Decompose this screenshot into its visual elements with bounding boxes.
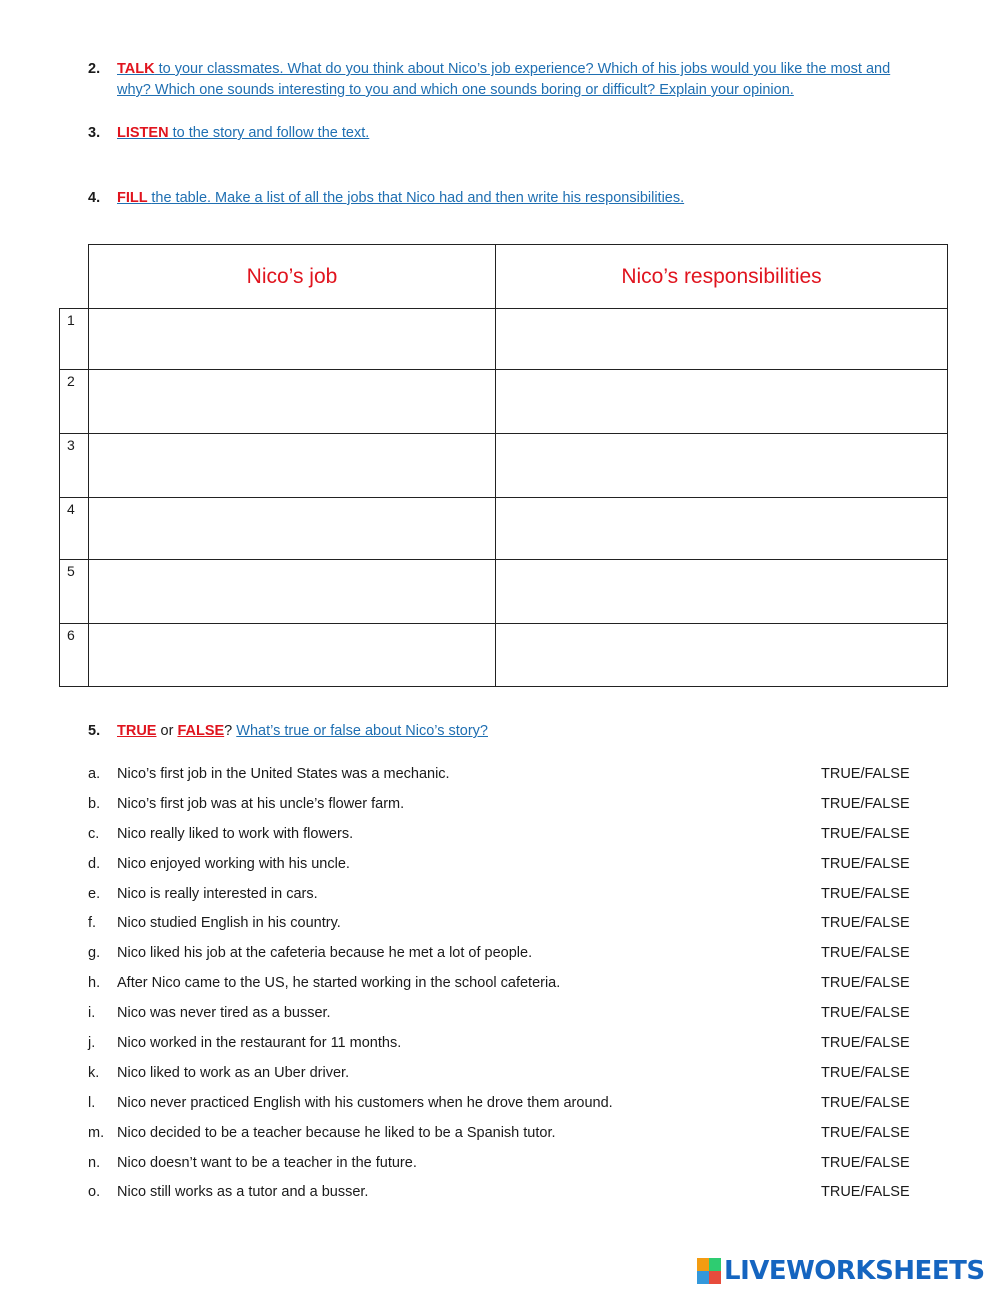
logo-text: LIVEWORKSHEETS — [724, 1256, 985, 1286]
item-statement: Nico worked in the restaurant for 11 months. — [117, 1035, 402, 1052]
keyword-true: TRUE — [117, 723, 157, 739]
question-number: 5. — [88, 723, 101, 739]
job-cell[interactable] — [89, 309, 496, 370]
row-number: 1 — [60, 309, 89, 370]
table-row — [60, 309, 948, 370]
list-item — [88, 913, 918, 943]
job-cell[interactable] — [89, 624, 496, 687]
question-3 — [88, 123, 918, 144]
list-item — [88, 1093, 918, 1123]
responsibility-cell[interactable] — [496, 624, 948, 687]
true-false-answer[interactable]: TRUE/FALSE — [821, 915, 910, 932]
list-item — [88, 764, 918, 794]
table-row — [60, 434, 948, 498]
item-letter: d. — [88, 855, 101, 872]
row-number: 5 — [60, 560, 89, 624]
list-item — [88, 1123, 918, 1153]
list-item — [88, 824, 918, 854]
true-false-answer[interactable]: TRUE/FALSE — [821, 885, 910, 902]
item-statement: Nico liked to work as an Uber driver. — [117, 1064, 350, 1081]
item-letter: f. — [88, 915, 97, 932]
responsibility-cell[interactable] — [496, 498, 948, 560]
item-letter: b. — [88, 795, 101, 812]
item-statement: Nico’s first job was at his uncle’s flower farm. — [117, 795, 405, 812]
true-false-answer[interactable]: TRUE/FALSE — [821, 1154, 910, 1171]
question-4 — [88, 188, 918, 209]
job-cell[interactable] — [89, 498, 496, 560]
table-row — [60, 560, 948, 624]
job-cell[interactable] — [89, 370, 496, 434]
list-item — [88, 1003, 918, 1033]
responsibility-cell[interactable] — [496, 434, 948, 498]
question-2 — [88, 59, 918, 101]
jobs-table — [59, 244, 948, 687]
question-mark: ? — [224, 723, 237, 739]
question-number: 4. — [88, 190, 101, 206]
responsibility-cell[interactable] — [496, 370, 948, 434]
true-false-list — [88, 764, 918, 1212]
true-false-answer[interactable]: TRUE/FALSE — [821, 795, 910, 812]
question-instruction: What’s true or false about Nico’s story? — [236, 723, 488, 739]
item-letter: i. — [88, 1005, 96, 1022]
list-item — [88, 943, 918, 973]
row-number: 2 — [60, 370, 89, 434]
item-statement: After Nico came to the US, he started working in the school cafeteria. — [117, 975, 561, 992]
true-false-answer[interactable]: TRUE/FALSE — [821, 825, 910, 842]
question-keyword: FILL — [117, 190, 152, 206]
true-false-answer[interactable]: TRUE/FALSE — [821, 1094, 910, 1111]
question-instruction: to your classmates. What do you think about Nico’s job experience? Which of his jobs would you like the most and why? Which one sounds interesting to you and which one sounds boring or difficult? Explain your opinion. — [117, 61, 891, 98]
item-statement: Nico still works as a tutor and a busser. — [117, 1184, 369, 1201]
table-row — [60, 370, 948, 434]
item-statement: Nico liked his job at the cafeteria because he met a lot of people. — [117, 945, 533, 962]
item-letter: j. — [88, 1035, 96, 1052]
table-corner — [60, 245, 89, 309]
item-letter: n. — [88, 1154, 101, 1171]
row-number: 4 — [60, 498, 89, 560]
true-false-answer[interactable]: TRUE/FALSE — [821, 945, 910, 962]
true-false-answer[interactable]: TRUE/FALSE — [821, 766, 910, 782]
table-row — [60, 624, 948, 687]
header-nicos-responsibilities: Nico’s responsibilities — [496, 245, 948, 309]
item-statement: Nico doesn’t want to be a teacher in the future. — [117, 1154, 417, 1171]
question-5 — [88, 721, 918, 742]
item-statement: Nico decided to be a teacher because he liked to be a Spanish tutor. — [117, 1124, 556, 1141]
item-statement: Nico really liked to work with flowers. — [117, 825, 354, 842]
list-item — [88, 854, 918, 884]
question-text — [117, 188, 918, 209]
list-item — [88, 1063, 918, 1093]
question-keyword: TALK — [117, 61, 155, 77]
item-letter: m. — [88, 1124, 105, 1141]
question-text — [117, 123, 918, 144]
question-number: 3. — [88, 125, 101, 141]
list-item — [88, 884, 918, 914]
job-cell[interactable] — [89, 434, 496, 498]
question-text — [117, 59, 918, 101]
item-letter: o. — [88, 1184, 101, 1201]
item-letter: c. — [88, 825, 100, 842]
job-cell[interactable] — [89, 560, 496, 624]
table-header-row — [60, 245, 948, 309]
keyword-false: FALSE — [177, 723, 225, 739]
item-statement: Nico studied English in his country. — [117, 915, 341, 932]
true-false-answer[interactable]: TRUE/FALSE — [821, 855, 910, 872]
true-false-answer[interactable]: TRUE/FALSE — [821, 1064, 910, 1081]
table-row — [60, 498, 948, 560]
list-item — [88, 1033, 918, 1063]
header-nicos-job: Nico’s job — [89, 245, 496, 309]
word-or: or — [156, 723, 178, 739]
question-keyword: LISTEN — [117, 125, 173, 141]
item-statement: Nico was never tired as a busser. — [117, 1005, 331, 1022]
item-statement: Nico is really interested in cars. — [117, 885, 318, 902]
true-false-answer[interactable]: TRUE/FALSE — [821, 1035, 910, 1052]
item-letter: a. — [88, 766, 101, 782]
item-statement: Nico never practiced English with his customers when he drove them around. — [117, 1094, 613, 1111]
true-false-answer[interactable]: TRUE/FALSE — [821, 1005, 910, 1022]
true-false-answer[interactable]: TRUE/FALSE — [821, 1184, 910, 1201]
list-item — [88, 1182, 918, 1212]
responsibility-cell[interactable] — [496, 309, 948, 370]
item-statement: Nico enjoyed working with his uncle. — [117, 855, 350, 872]
liveworksheets-icon — [697, 1258, 721, 1284]
row-number: 3 — [60, 434, 89, 498]
question-instruction: to the story and follow the text. — [172, 125, 370, 141]
responsibility-cell[interactable] — [496, 560, 948, 624]
item-letter: e. — [88, 885, 101, 902]
item-letter: g. — [88, 945, 101, 962]
list-item — [88, 973, 918, 1003]
list-item — [88, 1153, 918, 1183]
item-letter: h. — [88, 975, 101, 992]
item-letter: k. — [88, 1064, 100, 1081]
question-number: 2. — [88, 61, 101, 77]
true-false-answer[interactable]: TRUE/FALSE — [821, 1124, 910, 1141]
item-statement: Nico’s first job in the United States was a mechanic. — [117, 766, 450, 782]
list-item — [88, 794, 918, 824]
question-text — [117, 721, 918, 742]
true-false-answer[interactable]: TRUE/FALSE — [821, 975, 910, 992]
item-letter: l. — [88, 1094, 96, 1111]
question-instruction: the table. Make a list of all the jobs that Nico had and then write his responsibilities. — [151, 190, 685, 206]
liveworksheets-logo — [697, 1255, 985, 1287]
row-number: 6 — [60, 624, 89, 687]
